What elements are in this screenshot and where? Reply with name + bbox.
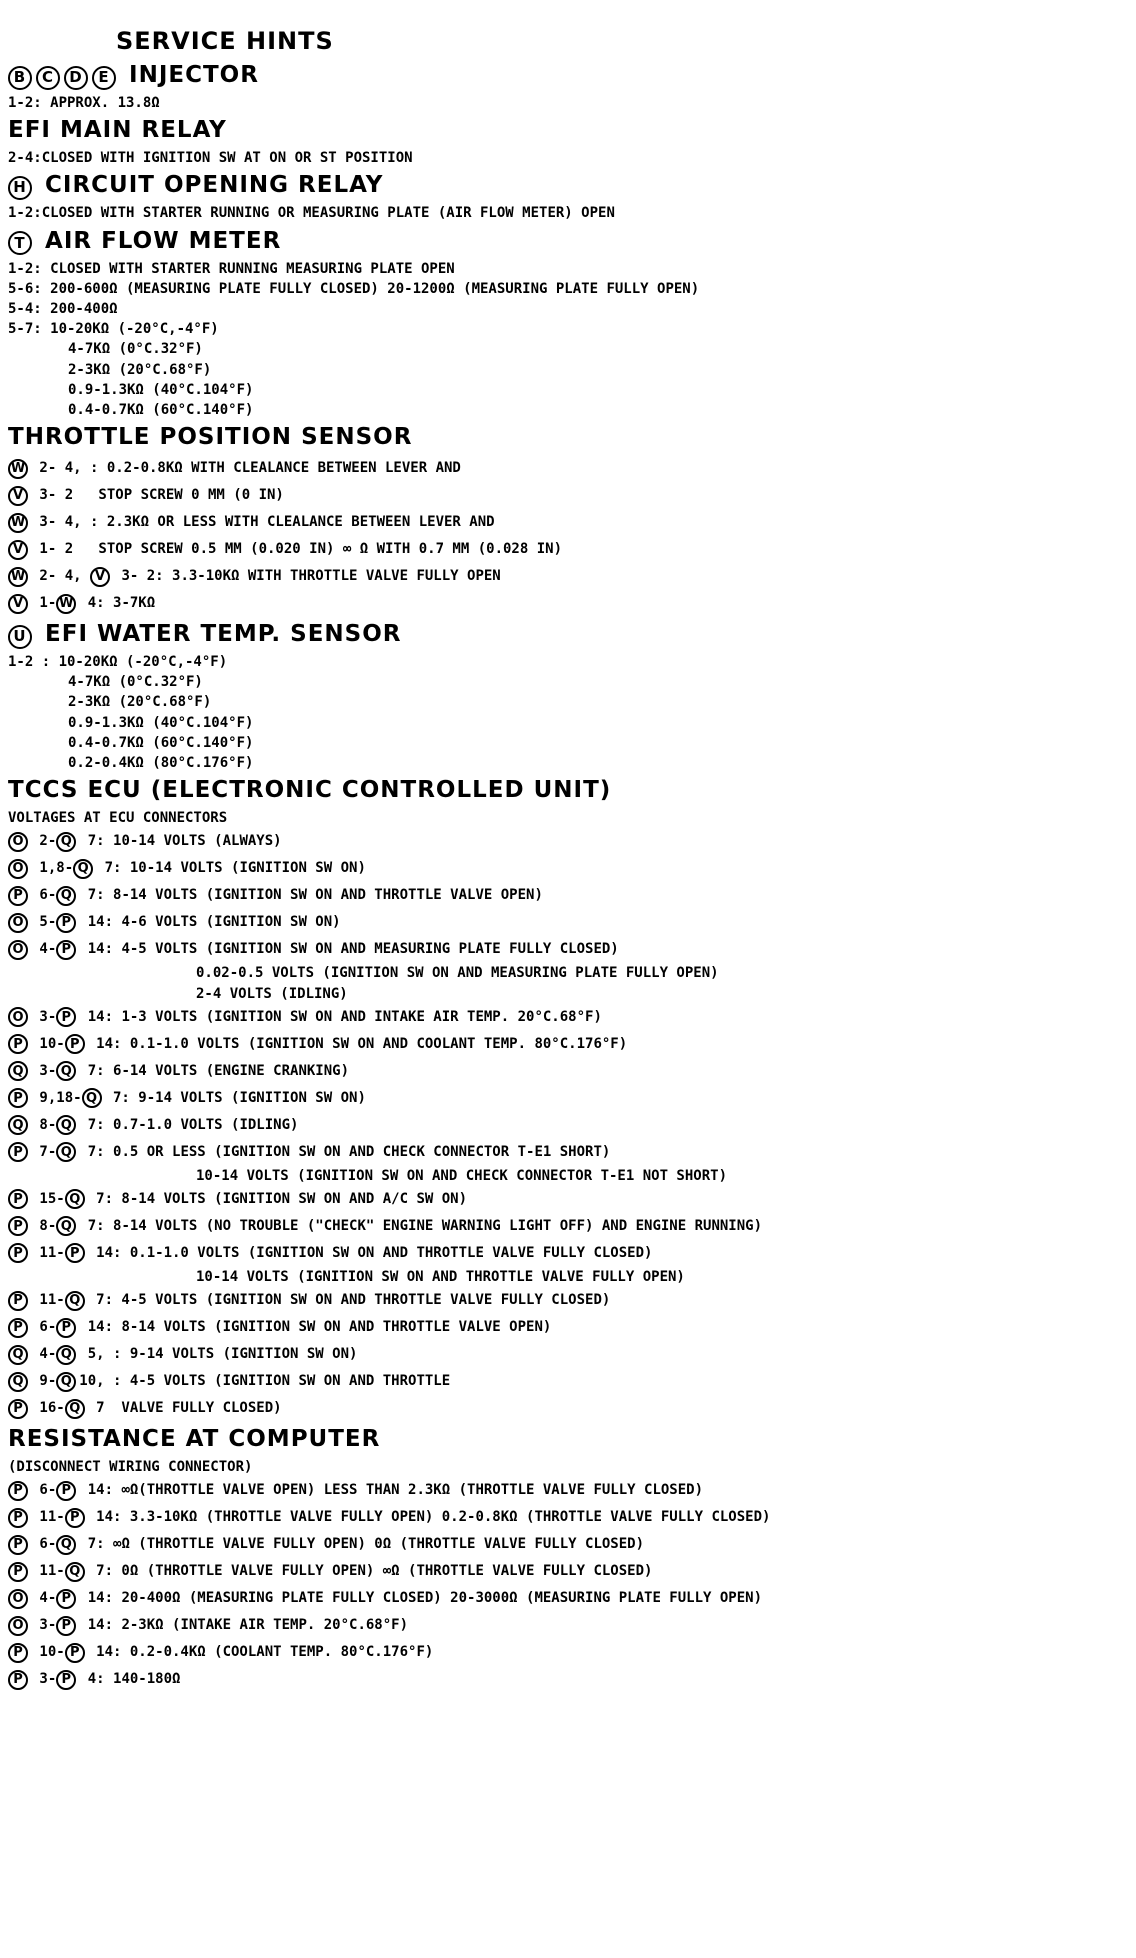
resistance-row	[8, 1477, 1128, 1504]
throttle-row-text: 1- 2 STOP SCREW 0.5 MM (0.020 IN) ∞ Ω WITH 0.7 MM (0.028 IN)	[31, 541, 563, 558]
resistance-row-pin: 3-	[31, 1671, 57, 1688]
connector-code: P	[8, 1318, 28, 1338]
tccs-row	[8, 1186, 1128, 1213]
tccs-row-value: 7 VALVE FULLY CLOSED)	[87, 1400, 282, 1417]
connector-code: P	[8, 1291, 28, 1311]
air-flow-temp-line: 0.4-0.7KΩ (60°C.140°F)	[68, 401, 254, 418]
connector-code: Q	[56, 886, 76, 906]
water-temp-temp-line: 0.2-0.4KΩ (80°C.176°F)	[68, 755, 254, 771]
water-temp-title: EFI WATER TEMP. SENSOR	[45, 621, 402, 648]
resistance-row-pin: 6-	[31, 1536, 57, 1553]
resistance-row-value: 14: 0.2-0.4KΩ (COOLANT TEMP. 80°C.176°F)	[87, 1644, 434, 1661]
injector-spec: 1-2: APPROX. 13.8Ω	[8, 95, 160, 111]
connector-code: P	[65, 1643, 85, 1663]
tccs-row-value: 14: 0.1-1.0 VOLTS (IGNITION SW ON AND THROTTLE VALVE FULLY CLOSED)	[87, 1244, 653, 1261]
resistance-row	[8, 1585, 1128, 1612]
tccs-row-value: 7: 6-14 VOLTS (ENGINE CRANKING)	[79, 1062, 350, 1079]
tccs-row-pin: 11-	[31, 1292, 65, 1309]
connector-code: W	[56, 594, 76, 614]
connector-code: Q	[56, 1372, 76, 1392]
connector-code: O	[8, 913, 28, 933]
connector-code: P	[8, 1481, 28, 1501]
resistance-row-pin: 10-	[31, 1644, 65, 1661]
tccs-ecu-heading: TCCS ECU (ELECTRONIC CONTROLLED UNIT)	[8, 777, 612, 804]
air-flow-temp-line: 2-3KΩ (20°C.68°F)	[68, 361, 212, 378]
tccs-row-value: 14: 4-5 VOLTS (IGNITION SW ON AND MEASURING PLATE FULLY CLOSED)	[79, 941, 619, 958]
connector-code: Q	[8, 1115, 28, 1135]
connector-code: P	[8, 1034, 28, 1054]
tccs-row-pin: 3-	[31, 1008, 57, 1025]
tccs-row-value: 14: 8-14 VOLTS (IGNITION SW ON AND THROTTLE VALVE OPEN)	[79, 1319, 552, 1336]
connector-code-c: C	[36, 66, 60, 90]
efi-main-relay-spec: 2-4:CLOSED WITH IGNITION SW AT ON OR ST POSITION	[8, 150, 413, 167]
connector-code: P	[56, 1318, 76, 1338]
connector-code: Q	[65, 1562, 85, 1582]
resistance-row-pin: 11-	[31, 1509, 65, 1526]
tccs-row-pin: 8-	[31, 1116, 57, 1133]
tccs-row	[8, 1314, 1128, 1341]
tccs-subheading: VOLTAGES AT ECU CONNECTORS	[8, 810, 228, 827]
tccs-row-pin: 6-	[31, 887, 57, 904]
air-flow-line: 5-4: 200-400Ω	[8, 300, 118, 317]
tccs-row-pin: 9-	[31, 1373, 57, 1390]
tccs-row	[8, 1112, 1128, 1139]
circuit-relay-spec: 1-2:CLOSED WITH STARTER RUNNING OR MEASURING PLATE (AIR FLOW METER) OPEN	[8, 205, 615, 222]
efi-main-relay-heading: EFI MAIN RELAY	[8, 117, 227, 144]
resistance-row-pin: 3-	[31, 1617, 57, 1634]
resistance-row	[8, 1504, 1128, 1531]
connector-code: P	[8, 1243, 28, 1263]
tccs-row-value: 7: 0.7-1.0 VOLTS (IDLING)	[79, 1116, 299, 1133]
connector-code: P	[8, 1643, 28, 1663]
tccs-row-pin: 4-	[31, 941, 57, 958]
tccs-row	[8, 1213, 1128, 1240]
tccs-voltage-list	[8, 828, 1128, 1422]
connector-code: V	[8, 540, 28, 560]
connector-code: P	[65, 1508, 85, 1528]
water-temp-line: 1-2 : 10-20KΩ (-20°C,-4°F)	[8, 654, 228, 671]
resistance-row-value: 7: ∞Ω (THROTTLE VALVE FULLY OPEN) 0Ω (THROTTLE VALVE FULLY CLOSED)	[79, 1536, 645, 1553]
air-flow-line: 1-2: CLOSED WITH STARTER RUNNING MEASURING PLATE OPEN	[8, 260, 455, 277]
tccs-row-value: 7: 8-14 VOLTS (IGNITION SW ON AND A/C SW ON)	[87, 1190, 468, 1207]
resistance-row-value: 14: 20-400Ω (MEASURING PLATE FULLY CLOSED) 20-3000Ω (MEASURING PLATE FULLY OPEN)	[79, 1590, 763, 1607]
connector-code-t: T	[8, 231, 32, 255]
resistance-row-pin: 6-	[31, 1482, 57, 1499]
injector-title: INJECTOR	[129, 62, 259, 88]
throttle-row	[8, 482, 1128, 509]
tccs-row	[8, 1395, 1128, 1422]
connector-code: P	[8, 1562, 28, 1582]
tccs-row	[8, 936, 1128, 963]
tccs-row	[8, 1031, 1128, 1058]
connector-code: Q	[82, 1088, 102, 1108]
tccs-row-value: 5, : 9-14 VOLTS (IGNITION SW ON)	[79, 1346, 358, 1363]
air-flow-line: 5-7: 10-20KΩ (-20°C,-4°F)	[8, 321, 219, 338]
water-temp-temp-line: 4-7KΩ (0°C.32°F)	[68, 674, 203, 691]
connector-code: Q	[65, 1399, 85, 1419]
tccs-row-pin: 6-	[31, 1319, 57, 1336]
tccs-row-pin: 1,8-	[31, 860, 74, 877]
tccs-row	[8, 1139, 1128, 1166]
tccs-row	[8, 1287, 1128, 1314]
resistance-row-value: 7: 0Ω (THROTTLE VALVE FULLY OPEN) ∞Ω (THROTTLE VALVE FULLY CLOSED)	[87, 1563, 653, 1580]
throttle-row-text: 3- 4, : 2.3KΩ OR LESS WITH CLEALANCE BETWEEN LEVER AND	[31, 514, 495, 531]
connector-code-h: H	[8, 176, 32, 200]
tccs-row	[8, 1368, 1128, 1395]
connector-code: W	[8, 459, 28, 479]
connector-code: P	[8, 1189, 28, 1209]
tccs-row-continuation: 2-4 VOLTS (IDLING)	[196, 985, 348, 1002]
connector-code: V	[8, 594, 28, 614]
connector-code: Q	[8, 1345, 28, 1365]
tccs-row-pin: 10-	[31, 1035, 65, 1052]
connector-code: P	[8, 1535, 28, 1555]
connector-code: Q	[56, 1216, 76, 1236]
connector-code: O	[8, 1616, 28, 1636]
circuit-relay-heading	[8, 168, 1128, 203]
throttle-sensor-heading: THROTTLE POSITION SENSOR	[8, 424, 413, 451]
air-flow-temp-line: 0.9-1.3KΩ (40°C.104°F)	[68, 381, 254, 398]
tccs-row-pin: 3-	[31, 1062, 57, 1079]
resistance-row-value: 14: 3.3-10KΩ (THROTTLE VALVE FULLY OPEN) 0.2-0.8KΩ (THROTTLE VALVE FULLY CLOSED)	[87, 1509, 771, 1526]
connector-code: Q	[8, 1061, 28, 1081]
throttle-row-text: 2- 4,	[31, 568, 91, 585]
tccs-row-pin: 11-	[31, 1244, 65, 1261]
tccs-row-value: 7: 9-14 VOLTS (IGNITION SW ON)	[104, 1089, 366, 1106]
injector-heading	[8, 58, 1128, 93]
throttle-row	[8, 590, 1128, 617]
tccs-row-value: 10, : 4-5 VOLTS (IGNITION SW ON AND THROTTLE	[79, 1373, 451, 1390]
resistance-row	[8, 1531, 1128, 1558]
tccs-row-pin: 5-	[31, 914, 57, 931]
tccs-row	[8, 1085, 1128, 1112]
connector-code: P	[56, 1616, 76, 1636]
connector-code: Q	[56, 1345, 76, 1365]
tccs-row	[8, 1341, 1128, 1368]
throttle-row	[8, 563, 1128, 590]
resistance-row-pin: 4-	[31, 1590, 57, 1607]
connector-code: O	[8, 940, 28, 960]
resistance-heading: RESISTANCE AT COMPUTER	[8, 1426, 381, 1453]
resistance-row	[8, 1639, 1128, 1666]
connector-code-u: U	[8, 625, 32, 649]
connector-code-e: E	[92, 66, 116, 90]
tccs-row-pin: 4-	[31, 1346, 57, 1363]
connector-code-d: D	[64, 66, 88, 90]
connector-code-b: B	[8, 66, 32, 90]
water-temp-heading	[8, 617, 1128, 652]
connector-code: O	[8, 1589, 28, 1609]
resistance-row-value: 14: ∞Ω(THROTTLE VALVE OPEN) LESS THAN 2.3KΩ (THROTTLE VALVE FULLY CLOSED)	[79, 1482, 704, 1499]
throttle-row-text: 4: 3-7KΩ	[79, 595, 156, 612]
tccs-row	[8, 1240, 1128, 1267]
air-flow-meter-title: AIR FLOW METER	[45, 227, 282, 254]
throttle-row-text: 1-	[31, 595, 57, 612]
tccs-row-pin: 8-	[31, 1217, 57, 1234]
service-hints-page	[8, 24, 1128, 1693]
tccs-row-value: 14: 1-3 VOLTS (IGNITION SW ON AND INTAKE AIR TEMP. 20°C.68°F)	[79, 1008, 602, 1025]
resistance-row	[8, 1558, 1128, 1585]
tccs-row-value: 7: 8-14 VOLTS (IGNITION SW ON AND THROTTLE VALVE OPEN)	[79, 887, 543, 904]
tccs-row	[8, 1004, 1128, 1031]
connector-code: P	[8, 1088, 28, 1108]
circuit-relay-title: CIRCUIT OPENING RELAY	[45, 172, 384, 199]
connector-code: P	[8, 886, 28, 906]
tccs-row-value: 7: 0.5 OR LESS (IGNITION SW ON AND CHECK CONNECTOR T-E1 SHORT)	[79, 1143, 611, 1160]
connector-code: Q	[8, 1372, 28, 1392]
throttle-row	[8, 536, 1128, 563]
tccs-row-pin: 7-	[31, 1143, 57, 1160]
air-flow-temp-line: 4-7KΩ (0°C.32°F)	[68, 341, 203, 358]
tccs-row-value: 7: 10-14 VOLTS (IGNITION SW ON)	[96, 860, 366, 877]
tccs-row-value: 14: 4-6 VOLTS (IGNITION SW ON)	[79, 914, 341, 931]
resistance-list	[8, 1477, 1128, 1693]
connector-code: Q	[65, 1189, 85, 1209]
connector-code: P	[8, 1670, 28, 1690]
connector-code: O	[8, 832, 28, 852]
connector-code: P	[8, 1399, 28, 1419]
connector-code: Q	[56, 1115, 76, 1135]
connector-code: P	[56, 1670, 76, 1690]
air-flow-line: 5-6: 200-600Ω (MEASURING PLATE FULLY CLOSED) 20-1200Ω (MEASURING PLATE FULLY OPEN)	[8, 280, 700, 297]
throttle-row-text: 3- 2 STOP SCREW 0 MM (0 IN)	[31, 487, 284, 504]
connector-code: Q	[56, 1061, 76, 1081]
connector-code: P	[56, 913, 76, 933]
tccs-row-value: 7: 8-14 VOLTS (NO TROUBLE ("CHECK" ENGINE WARNING LIGHT OFF) AND ENGINE RUNNING)	[79, 1217, 763, 1234]
tccs-row-value: 7: 10-14 VOLTS (ALWAYS)	[79, 833, 282, 850]
connector-code: Q	[56, 1142, 76, 1162]
throttle-row-text: 2- 4, : 0.2-0.8KΩ WITH CLEALANCE BETWEEN LEVER AND	[31, 460, 461, 477]
resistance-row	[8, 1612, 1128, 1639]
connector-code: Q	[56, 1535, 76, 1555]
connector-code: P	[56, 1007, 76, 1027]
tccs-row	[8, 882, 1128, 909]
tccs-row-pin: 2-	[31, 833, 57, 850]
connector-code: W	[8, 513, 28, 533]
tccs-row	[8, 1058, 1128, 1085]
tccs-row-value: 7: 4-5 VOLTS (IGNITION SW ON AND THROTTLE VALVE FULLY CLOSED)	[87, 1292, 611, 1309]
water-temp-temp-line: 2-3KΩ (20°C.68°F)	[68, 694, 212, 711]
tccs-row-continuation: 0.02-0.5 VOLTS (IGNITION SW ON AND MEASURING PLATE FULLY OPEN)	[196, 965, 719, 982]
connector-code: P	[56, 940, 76, 960]
tccs-row-continuation: 10-14 VOLTS (IGNITION SW ON AND THROTTLE VALVE FULLY OPEN)	[196, 1268, 685, 1285]
resistance-subheading: (DISCONNECT WIRING CONNECTOR)	[8, 1459, 253, 1476]
connector-code: P	[65, 1034, 85, 1054]
connector-code: P	[8, 1508, 28, 1528]
tccs-row-value: 14: 0.1-1.0 VOLTS (IGNITION SW ON AND COOLANT TEMP. 80°C.176°F)	[87, 1035, 628, 1052]
resistance-row-value: 4: 140-180Ω	[79, 1671, 181, 1688]
connector-code: V	[8, 486, 28, 506]
throttle-row	[8, 509, 1128, 536]
connector-code: P	[8, 1216, 28, 1236]
connector-code: W	[8, 567, 28, 587]
resistance-row-pin: 11-	[31, 1563, 65, 1580]
tccs-row-continuation: 10-14 VOLTS (IGNITION SW ON AND CHECK CONNECTOR T-E1 NOT SHORT)	[196, 1167, 728, 1184]
page-title: SERVICE HINTS	[116, 27, 334, 55]
resistance-row	[8, 1666, 1128, 1693]
connector-code: P	[56, 1589, 76, 1609]
tccs-row-pin: 9,18-	[31, 1089, 82, 1106]
connector-code: Q	[73, 859, 93, 879]
throttle-row	[8, 455, 1128, 482]
connector-code: P	[8, 1142, 28, 1162]
connector-code: Q	[65, 1291, 85, 1311]
connector-code: P	[65, 1243, 85, 1263]
tccs-row	[8, 909, 1128, 936]
tccs-row	[8, 855, 1128, 882]
throttle-row-text: 3- 2: 3.3-10KΩ WITH THROTTLE VALVE FULLY OPEN	[113, 568, 501, 585]
water-temp-temp-line: 0.9-1.3KΩ (40°C.104°F)	[68, 714, 254, 731]
water-temp-temp-line: 0.4-0.7KΩ (60°C.140°F)	[68, 734, 254, 751]
connector-code: O	[8, 1007, 28, 1027]
connector-code: O	[8, 859, 28, 879]
tccs-row	[8, 828, 1128, 855]
connector-code: V	[90, 567, 110, 587]
tccs-row-pin: 16-	[31, 1400, 65, 1417]
connector-code: P	[56, 1481, 76, 1501]
resistance-row-value: 14: 2-3KΩ (INTAKE AIR TEMP. 20°C.68°F)	[79, 1617, 409, 1634]
connector-code: Q	[56, 832, 76, 852]
tccs-row-pin: 15-	[31, 1190, 65, 1207]
air-flow-meter-heading	[8, 224, 1128, 259]
